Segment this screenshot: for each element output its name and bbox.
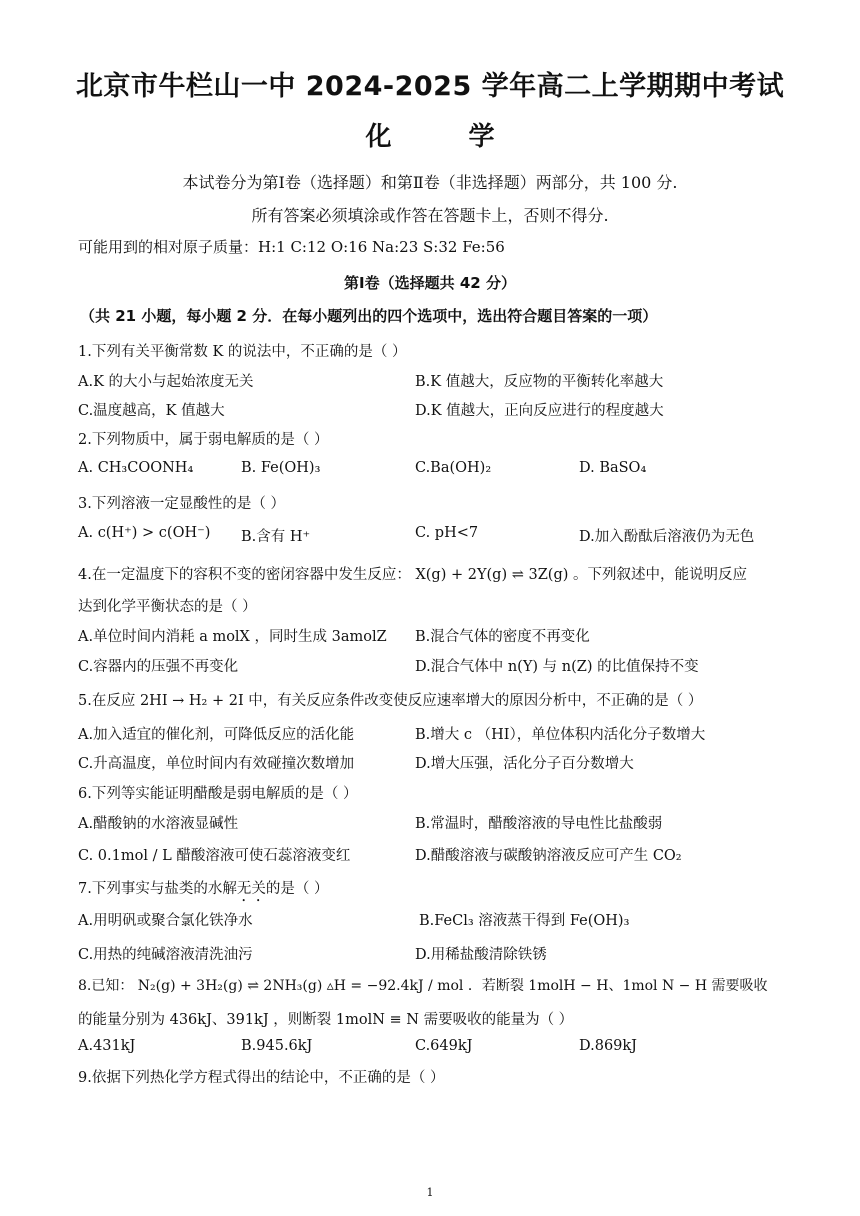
q7-stem-post: 的是（ ） (265, 881, 329, 897)
q3-option-c: C. pH<7 (415, 525, 479, 541)
section-title: 第Ⅰ卷（选择题共 42 分） (344, 274, 516, 292)
q5-option-c: C.升高温度，单位时间内有效碰撞次数增加 (78, 756, 355, 772)
q2-option-a: A. CH₃COONH₄ (78, 460, 194, 476)
page-number: 1 (426, 1186, 434, 1199)
question-4-stem: 4.在一定温度下的容积不变的密闭容器中发生反应： X(g) + 2Y(g) ⇌ 3Z(g) 。下列叙述中，能说明反应 (78, 567, 747, 583)
q4-option-c: C.容器内的压强不再变化 (78, 659, 239, 675)
question-9-stem: 9.依据下列热化学方程式得出的结论中，不正确的是（ ） (78, 1070, 445, 1086)
q3-option-b: B.含有 H⁺ (241, 529, 311, 545)
intro-line-1: 本试卷分为第Ⅰ卷（选择题）和第Ⅱ卷（非选择题）两部分，共 100 分. (182, 173, 678, 192)
q7-option-a: A.用明矾或聚合氯化铁净水 (78, 913, 253, 929)
q1-option-b: B.K 值越大，反应物的平衡转化率越大 (415, 374, 664, 390)
q8-option-d: D.869kJ (579, 1038, 637, 1054)
question-6-stem: 6.下列等实能证明醋酸是弱电解质的是（ ） (78, 786, 358, 802)
q7-option-b: B.FeCl₃ 溶液蒸干得到 Fe(OH)₃ (419, 913, 630, 929)
q4-option-d: D.混合气体中 n(Y) 与 n(Z) 的比值保持不变 (415, 659, 699, 675)
q8-option-b: B.945.6kJ (241, 1038, 313, 1054)
question-1-stem: 1.下列有关平衡常数 K 的说法中，不正确的是（ ） (78, 344, 407, 360)
question-3-stem: 3.下列溶液一定显酸性的是（ ） (78, 496, 285, 512)
question-4-stem-cont: 达到化学平衡状态的是（ ） (78, 599, 257, 615)
intro-line-2: 所有答案必须填涂或作答在答题卡上，否则不得分. (251, 206, 609, 225)
q6-option-d: D.醋酸溶液与碳酸钠溶液反应可产生 CO₂ (415, 848, 682, 864)
q8-option-c: C.649kJ (415, 1038, 473, 1054)
question-5-stem: 5.在反应 2HI → H₂ + 2I 中，有关反应条件改变使反应速率增大的原因分析中，不正确的是（ ） (78, 693, 703, 709)
q8-option-a: A.431kJ (78, 1038, 136, 1054)
q2-option-b: B. Fe(OH)₃ (241, 460, 321, 476)
q6-option-a: A.醋酸钠的水溶液显碱性 (78, 816, 239, 832)
q7-stem-pre: 7.下列事实与盐类的水解 (78, 881, 237, 897)
question-8-stem: 8.已知： N₂(g) + 3H₂(g) ⇌ 2NH₃(g) ▵H = −92.4kJ / mol ．若断裂 1molH − H、1mol N − H 需要吸收 (78, 978, 768, 994)
q6-option-c: C. 0.1mol / L 醋酸溶液可使石蕊溶液变红 (78, 848, 351, 864)
q7-option-d: D.用稀盐酸清除铁锈 (415, 947, 547, 963)
q2-option-c: C.Ba(OH)₂ (415, 460, 492, 476)
subject-title: 化 学 (365, 122, 529, 152)
q3-option-a: A. c(H⁺) > c(OH⁻) (78, 525, 211, 541)
q5-option-b: B.增大 c （HI），单位体积内活化分子数增大 (415, 727, 706, 743)
q4-option-b: B.混合气体的密度不再变化 (415, 629, 590, 645)
q6-option-b: B.常温时，醋酸溶液的导电性比盐酸弱 (415, 816, 663, 832)
section-instruction: （共 21 小题，每小题 2 分．在每小题列出的四个选项中，选出符合题目答案的一项） (80, 307, 658, 325)
q7-option-c: C.用热的纯碱溶液清洗油污 (78, 947, 253, 963)
q1-option-a: A.K 的大小与起始浓度无关 (78, 374, 254, 390)
q4-option-a: A.单位时间内消耗 a molX ，同时生成 3amolZ (78, 629, 387, 645)
q7-stem-emphasis: 无关 (236, 881, 266, 897)
q5-option-d: D.增大压强，活化分子百分数增大 (415, 756, 634, 772)
q3-option-d: D.加入酚酞后溶液仍为无色 (579, 529, 755, 545)
question-8-stem-cont: 的能量分别为 436kJ、391kJ ，则断裂 1molN ≡ N 需要吸收的能量为（ ） (78, 1012, 574, 1028)
atomic-masses: 可能用到的相对原子质量：H:1 C:12 O:16 Na:23 S:32 Fe:56 (78, 238, 505, 256)
q1-option-c: C.温度越高，K 值越大 (78, 403, 225, 419)
exam-title: 北京市牛栏山一中 2024-2025 学年高二上学期期中考试 (75, 71, 785, 102)
q2-option-d: D. BaSO₄ (579, 460, 647, 476)
q5-option-a: A.加入适宜的催化剂，可降低反应的活化能 (78, 727, 355, 743)
q1-option-d: D.K 值越大，正向反应进行的程度越大 (415, 403, 664, 419)
question-7-stem (78, 877, 328, 905)
question-2-stem: 2.下列物质中，属于弱电解质的是（ ） (78, 432, 329, 448)
